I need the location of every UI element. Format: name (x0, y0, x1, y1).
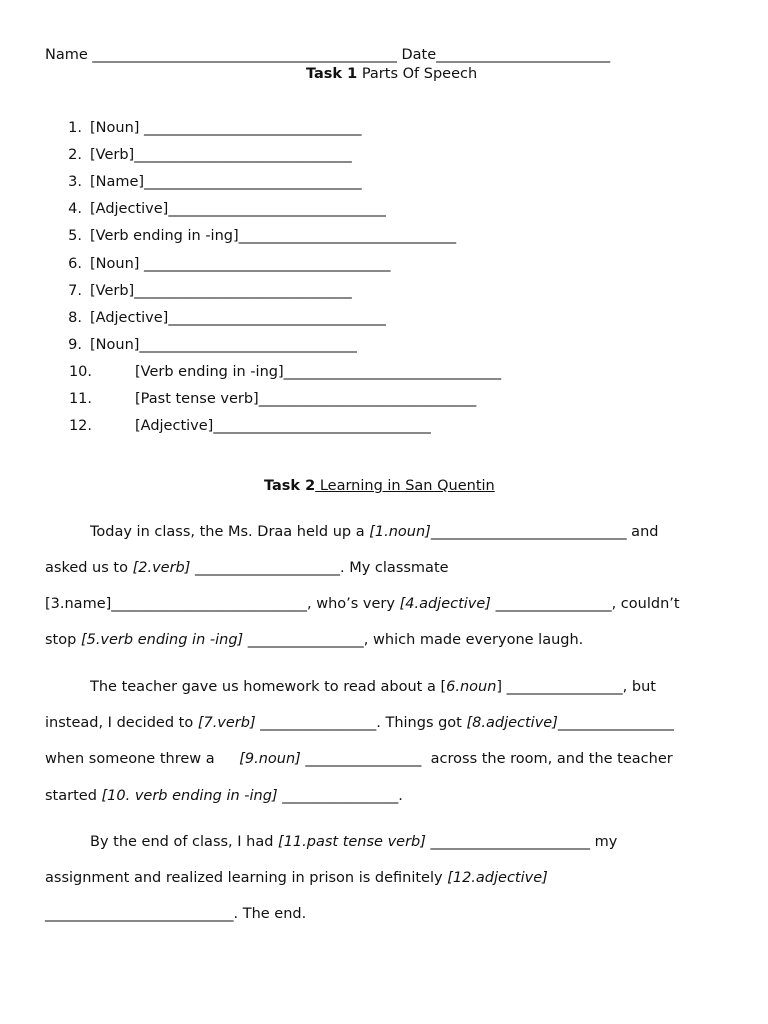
task1-title: Parts Of Speech (357, 66, 478, 82)
story-line: assignment and realized learning in prison is definitely [12.adjective] (45, 870, 548, 886)
list-item: [Adjective]______________________________ (90, 310, 386, 326)
task2-title: Learning in San Quentin (315, 478, 495, 494)
list-item-number: 12. (68, 418, 92, 434)
story-line: [3.name]___________________________, who’s very [4.adjective] ________________, couldn’t (45, 596, 680, 612)
list-item: [Name]______________________________ (90, 174, 362, 190)
list-item: [Adjective]______________________________ (90, 201, 386, 217)
name-date-line: Name __________________________________________ Date________________________ (45, 47, 611, 63)
story-line: The teacher gave us homework to read about a [6.noun] ________________, but (90, 679, 656, 695)
task2-label: Task 2 (264, 478, 316, 494)
story-line: started [10. verb ending in -ing] ________________. (45, 788, 403, 804)
list-item-number: 6. (68, 256, 82, 272)
list-item-number: 2. (68, 147, 82, 163)
list-item-number: 4. (68, 201, 82, 217)
list-item: [Verb]______________________________ (90, 147, 352, 163)
story-line: Today in class, the Ms. Draa held up a [1.noun]___________________________ and (90, 524, 659, 540)
list-item: [Past tense verb]______________________________ (135, 391, 477, 407)
list-item-number: 8. (68, 310, 82, 326)
list-item: [Verb]______________________________ (90, 283, 352, 299)
list-item: [Noun] __________________________________ (90, 256, 391, 272)
list-item-number: 1. (68, 120, 82, 136)
list-item-number: 3. (68, 174, 82, 190)
story-line: By the end of class, I had [11.past tense verb] ______________________ my (90, 834, 618, 850)
task2-heading (264, 477, 495, 495)
list-item-number: 7. (68, 283, 82, 299)
list-item-number: 5. (68, 228, 82, 244)
task1-label: Task 1 (306, 66, 358, 82)
story-line: __________________________. The end. (45, 906, 307, 922)
list-item-number: 9. (68, 337, 82, 353)
list-item: [Adjective]______________________________ (135, 418, 431, 434)
list-item: [Verb ending in -ing]______________________________ (90, 228, 457, 244)
story-line: when someone threw a [9.noun] ________________ across the room, and the teacher (45, 751, 673, 767)
list-item: [Noun] ______________________________ (90, 120, 362, 136)
task1-heading (306, 65, 477, 83)
list-item: [Noun]______________________________ (90, 337, 357, 353)
list-item-number: 11. (68, 391, 92, 407)
story-line: instead, I decided to [7.verb] ________________. Things got [8.adjective]________________ (45, 715, 674, 731)
story-line: asked us to [2.verb] ____________________. My classmate (45, 560, 449, 576)
list-item: [Verb ending in -ing]______________________________ (135, 364, 502, 380)
story-line: stop [5.verb ending in -ing] ________________, which made everyone laugh. (45, 632, 584, 648)
list-item-number: 10. (68, 364, 92, 380)
